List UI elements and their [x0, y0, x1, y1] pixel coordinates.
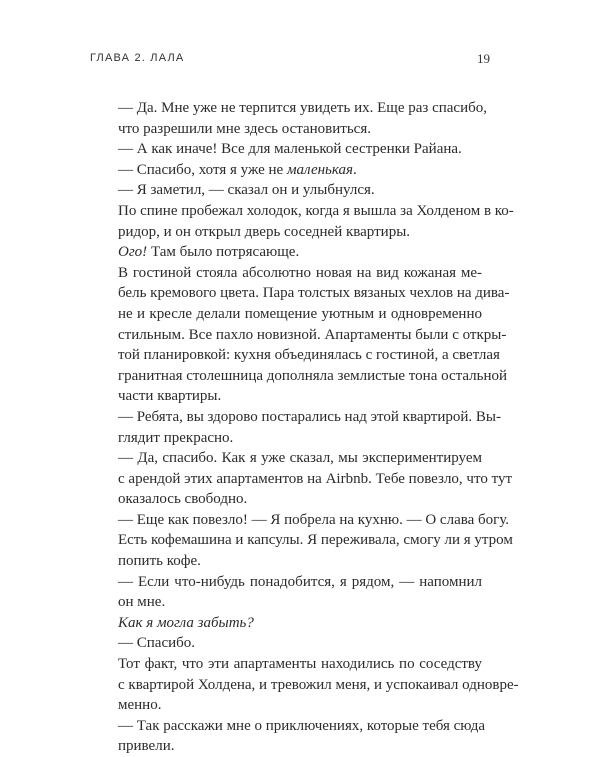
- text-line: той планировкой: кухня объединялась с гостиной, а светлая: [118, 347, 500, 364]
- page-number: 19: [477, 51, 490, 66]
- text-line: — Еще как повезло! — Я побрела на кухню. — О слава богу.: [118, 511, 510, 528]
- text-line: он мне.: [118, 594, 166, 611]
- text-line: попить кофе.: [118, 553, 201, 570]
- text-line: с арендой этих апартаментов на Airbnb. Тебе повезло, что тут: [118, 470, 512, 487]
- text-line: [118, 242, 482, 263]
- text-line: стильным. Все пахло новизной. Апартаменты были с откры-: [118, 326, 507, 343]
- paragraph: [118, 407, 501, 448]
- text-line: — Да. Мне уже не терпится увидеть их. Еще раз спасибо,: [118, 100, 487, 116]
- text-segment: Там было потрясающе.: [147, 244, 300, 261]
- text-line: глядит прекрасно.: [118, 429, 234, 446]
- paragraph: [118, 572, 482, 613]
- text-line: [118, 613, 482, 634]
- text-line: — Ребята, вы здорово постарались над этой квартирой. Вы-: [118, 408, 501, 425]
- running-head: [90, 52, 490, 72]
- text-line: В гостиной стояла абсолютно новая на вид кожаная ме-: [118, 264, 482, 281]
- paragraph: [118, 242, 482, 263]
- paragraph: [118, 448, 512, 510]
- text-segment: .: [353, 161, 357, 178]
- text-line: Тот факт, что эти апартаменты находились по соседству: [118, 656, 482, 673]
- text-line: оказалось свободно.: [118, 491, 248, 508]
- text-line: с квартирой Холдена, и тревожил меня, и успокаивал одновре-: [118, 676, 519, 693]
- text-line: — А как иначе! Все для маленькой сестренки Райана.: [118, 141, 462, 158]
- paragraph: [118, 633, 482, 654]
- text-line: гранитная столешница дополняла землистые тона остальной: [118, 367, 508, 384]
- text-line: [118, 160, 482, 181]
- paragraph: [118, 654, 519, 716]
- paragraph: [118, 510, 513, 572]
- paragraph: [118, 98, 487, 139]
- text-line: — Если что-нибудь понадобится, я рядом, — напомнил: [118, 573, 482, 590]
- text-segment: — Спасибо, хотя я уже не: [118, 161, 287, 178]
- text-line: ридор, и он открыл дверь соседней квартиры.: [118, 223, 411, 240]
- text-line: — Так расскажи мне о приключениях, которые тебя сюда: [118, 717, 486, 734]
- paragraph: [118, 160, 482, 181]
- text-line: Есть кофемашина и капсулы. Я переживала, смогу ли я утром: [118, 532, 513, 549]
- body-text: [118, 98, 519, 757]
- text-line: — Спасибо.: [118, 635, 196, 652]
- text-line: бель кремового цвета. Пара толстых вязаных чехлов на дива-: [118, 285, 510, 302]
- paragraph: [118, 201, 514, 242]
- paragraph: [118, 263, 510, 407]
- paragraph: [118, 180, 482, 201]
- text-line: — Я заметил, — сказал он и улыбнулся.: [118, 182, 375, 199]
- emphasis-text: Как я могла забыть?: [118, 614, 254, 631]
- text-line: не и кресле делали помещение уютным и одновременно: [118, 305, 482, 322]
- paragraph: [118, 716, 486, 757]
- paragraph: [118, 139, 482, 160]
- paragraph: [118, 613, 482, 634]
- emphasis-text: Ого!: [118, 244, 148, 261]
- text-line: привели.: [118, 738, 175, 755]
- text-line: — Да, спасибо. Как я уже сказал, мы экспериментируем: [118, 450, 482, 467]
- chapter-title: ГЛАВА 2. ЛАЛА: [90, 52, 185, 64]
- text-line: менно.: [118, 697, 162, 714]
- text-line: части квартиры.: [118, 388, 222, 405]
- text-line: По спине пробежал холодок, когда я вышла за Холденом в ко-: [118, 202, 514, 219]
- emphasis-text: маленькая: [286, 161, 353, 178]
- text-line: что разрешили мне здесь остановиться.: [118, 120, 371, 137]
